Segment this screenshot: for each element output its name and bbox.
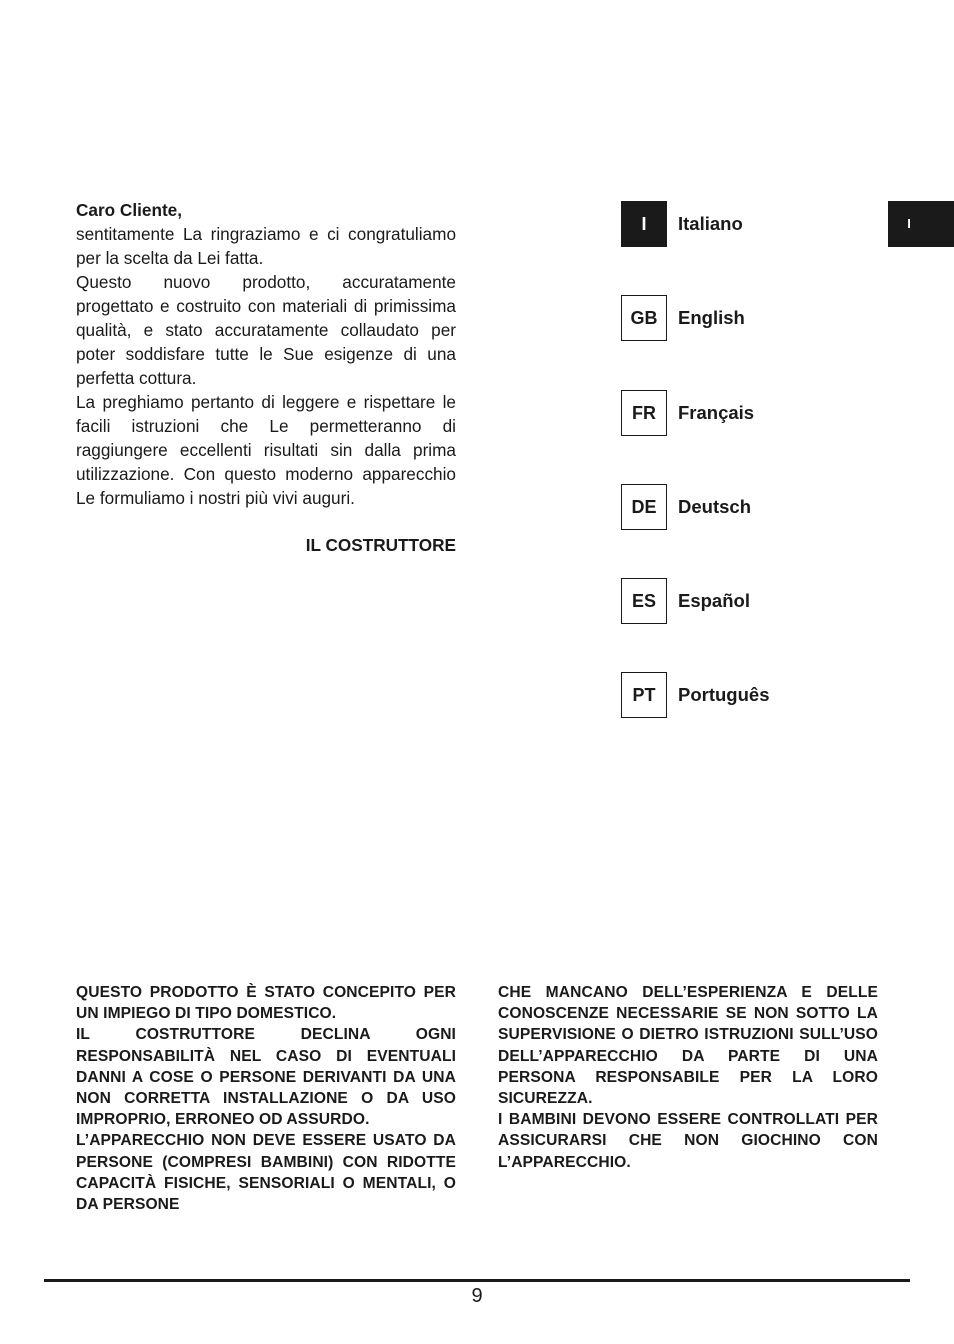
language-code-badge: I (621, 201, 667, 247)
language-name: English (678, 307, 745, 328)
language-name: Italiano (678, 213, 743, 234)
warning-paragraph: IL COSTRUTTORE DECLINA OGNI RESPONSABILITÀ NEL CASO DI EVENTUALI DANNI A COSE O PERSONE DERIVANTI DA UNA NON CORRETTA INSTALLAZIONE O DA USO IMPROPRIO, ERRONEO OD ASSURDO. (76, 1026, 456, 1129)
language-name: Français (678, 402, 755, 423)
warning-paragraph: I BAMBINI DEVONO ESSERE CONTROLLATI PER ASSICURARSI CHE NON GIOCHINO CON L’APPARECCHIO. (498, 1111, 878, 1171)
language-name: Español (678, 590, 750, 611)
language-name: Português (678, 684, 770, 705)
language-code-badge: PT (621, 672, 667, 718)
warning-column-left (76, 982, 456, 1215)
language-code-badge: ES (621, 578, 667, 624)
language-code-badge: GB (621, 295, 667, 341)
footer-divider (44, 1279, 910, 1282)
language-name: Deutsch (678, 496, 751, 517)
warning-paragraph: QUESTO PRODOTTO È STATO CONCEPITO PER UN IMPIEGO DI TIPO DOMESTICO. (76, 984, 456, 1023)
warning-paragraph: L’APPARECCHIO NON DEVE ESSERE USATO DA PERSONE (COMPRESI BAMBINI) CON RIDOTTE CAPACITÀ FISICHE, SENSORIALI O MENTALI, O DA PERSONE (76, 1132, 456, 1214)
greeting: Caro Cliente, (76, 200, 183, 220)
intro-paragraph: Questo nuovo prodotto, accuratamente progettato e costruito con materiali di primissima qualità, e stato accuratamente collaudato per poter soddisfare tutte le Sue esigenze di una perfetta cottura. (76, 272, 456, 388)
language-code-badge: FR (621, 390, 667, 436)
warning-column-right (498, 982, 878, 1173)
language-code-badge: DE (621, 484, 667, 530)
intro-paragraph: sentitamente La ringraziamo e ci congratuliamo per la scelta da Lei fatta. (76, 224, 456, 268)
warning-paragraph: CHE MANCANO DELL’ESPERIENZA E DELLE CONOSCENZE NECESSARIE SE NON SOTTO LA SUPERVISIONE O DIETRO ISTRUZIONI SULL’USO DELL’APPARECCHIO DA PARTE DI UNA PERSONA RESPONSABILE PER LA LORO SICUREZZA. (498, 984, 878, 1108)
signature: IL COSTRUTTORE (305, 535, 456, 555)
section-tab-label: I (907, 216, 911, 231)
intro-paragraph: La preghiamo pertanto di leggere e rispettare le facili istruzioni che Le permetteranno di raggiungere eccellenti risultati sin dalla prima utilizzazione. Con questo moderno apparecchio Le formuliamo i nostri più vivi auguri. (76, 392, 456, 508)
section-tab (888, 201, 954, 247)
page-number: 9 (471, 1285, 483, 1307)
intro-letter (76, 198, 456, 557)
